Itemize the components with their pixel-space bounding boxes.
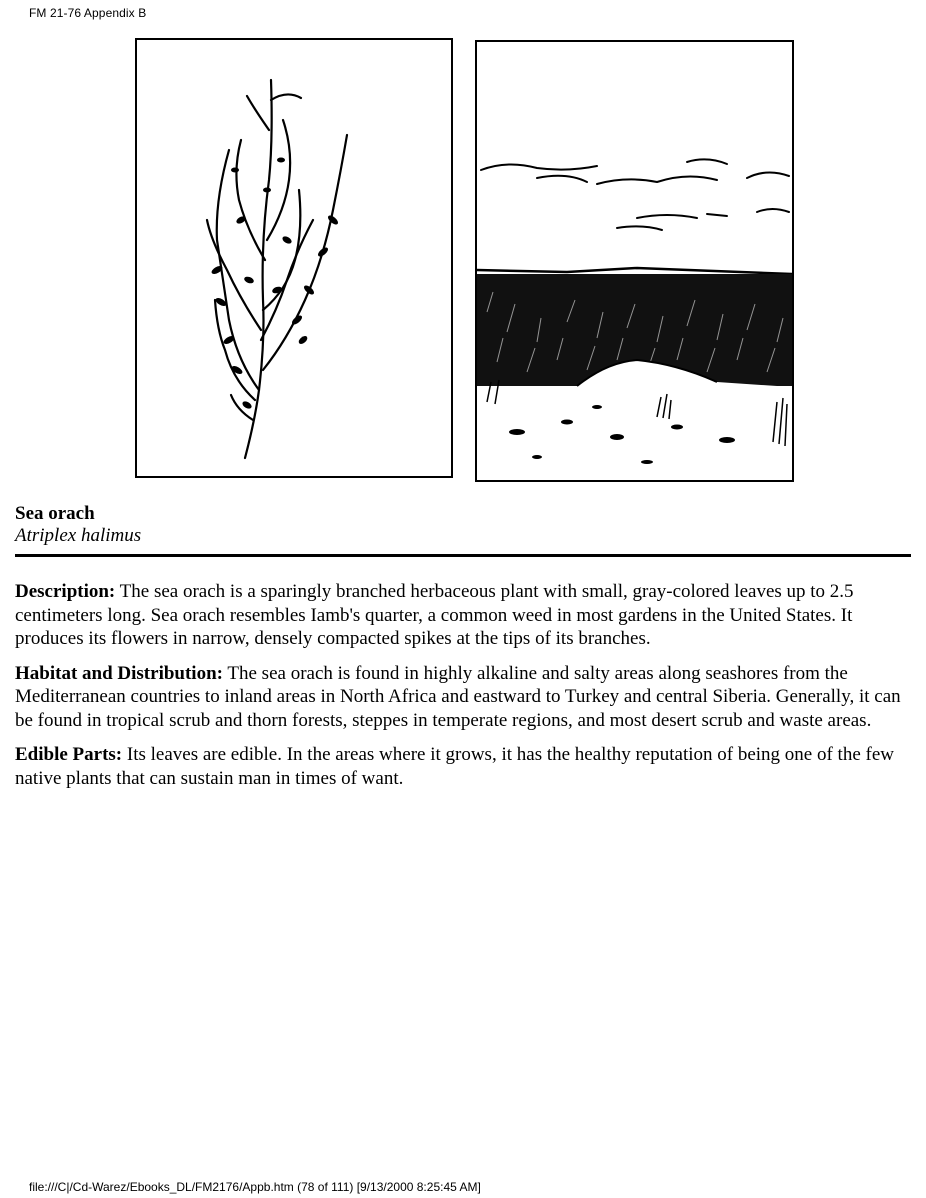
section-divider xyxy=(15,554,911,557)
edible-paragraph xyxy=(15,743,913,790)
scientific-name: Atriplex halimus xyxy=(15,525,142,546)
running-head: FM 21-76 Appendix B xyxy=(29,6,147,20)
habitat-illustration xyxy=(475,40,794,482)
species-title xyxy=(15,502,141,547)
habitat-paragraph xyxy=(15,662,913,733)
description-text: The sea orach is a sparingly branched herbaceous plant with small, gray-colored leaves up to 2.5 centimeters long. Sea orach resembles Iamb's quarter, a common weed in most gardens in the United States. It produces its flowers in narrow, densely compacted spikes at the tips of its branches. xyxy=(15,581,854,649)
edible-text: Its leaves are edible. In the areas where it grows, it has the healthy reputation of being one of the few native plants that can sustain man in times of want. xyxy=(15,744,894,789)
common-name: Sea orach xyxy=(15,503,95,524)
habitat-drawing xyxy=(477,42,792,480)
description-label: Description: xyxy=(15,581,116,602)
species-details xyxy=(15,580,913,801)
page-footer: file:///C|/Cd-Warez/Ebooks_DL/FM2176/Appb.htm (78 of 111) [9/13/2000 8:25:45 AM] xyxy=(29,1180,481,1194)
edible-label: Edible Parts: xyxy=(15,744,123,765)
habitat-label: Habitat and Distribution: xyxy=(15,662,223,684)
habitat-text: The sea orach is found in highly alkaline and salty areas along seashores from the Mediterranean countries to inland areas in North Africa and eastward to Turkey and central Siberia. Generally, it can be found in tropical scrub and thorn forests, steppes in temperate regions, and most desert scrub and waste areas. xyxy=(15,662,901,731)
description-paragraph xyxy=(15,580,913,651)
plant-drawing xyxy=(137,40,451,476)
plant-illustration xyxy=(135,38,453,478)
